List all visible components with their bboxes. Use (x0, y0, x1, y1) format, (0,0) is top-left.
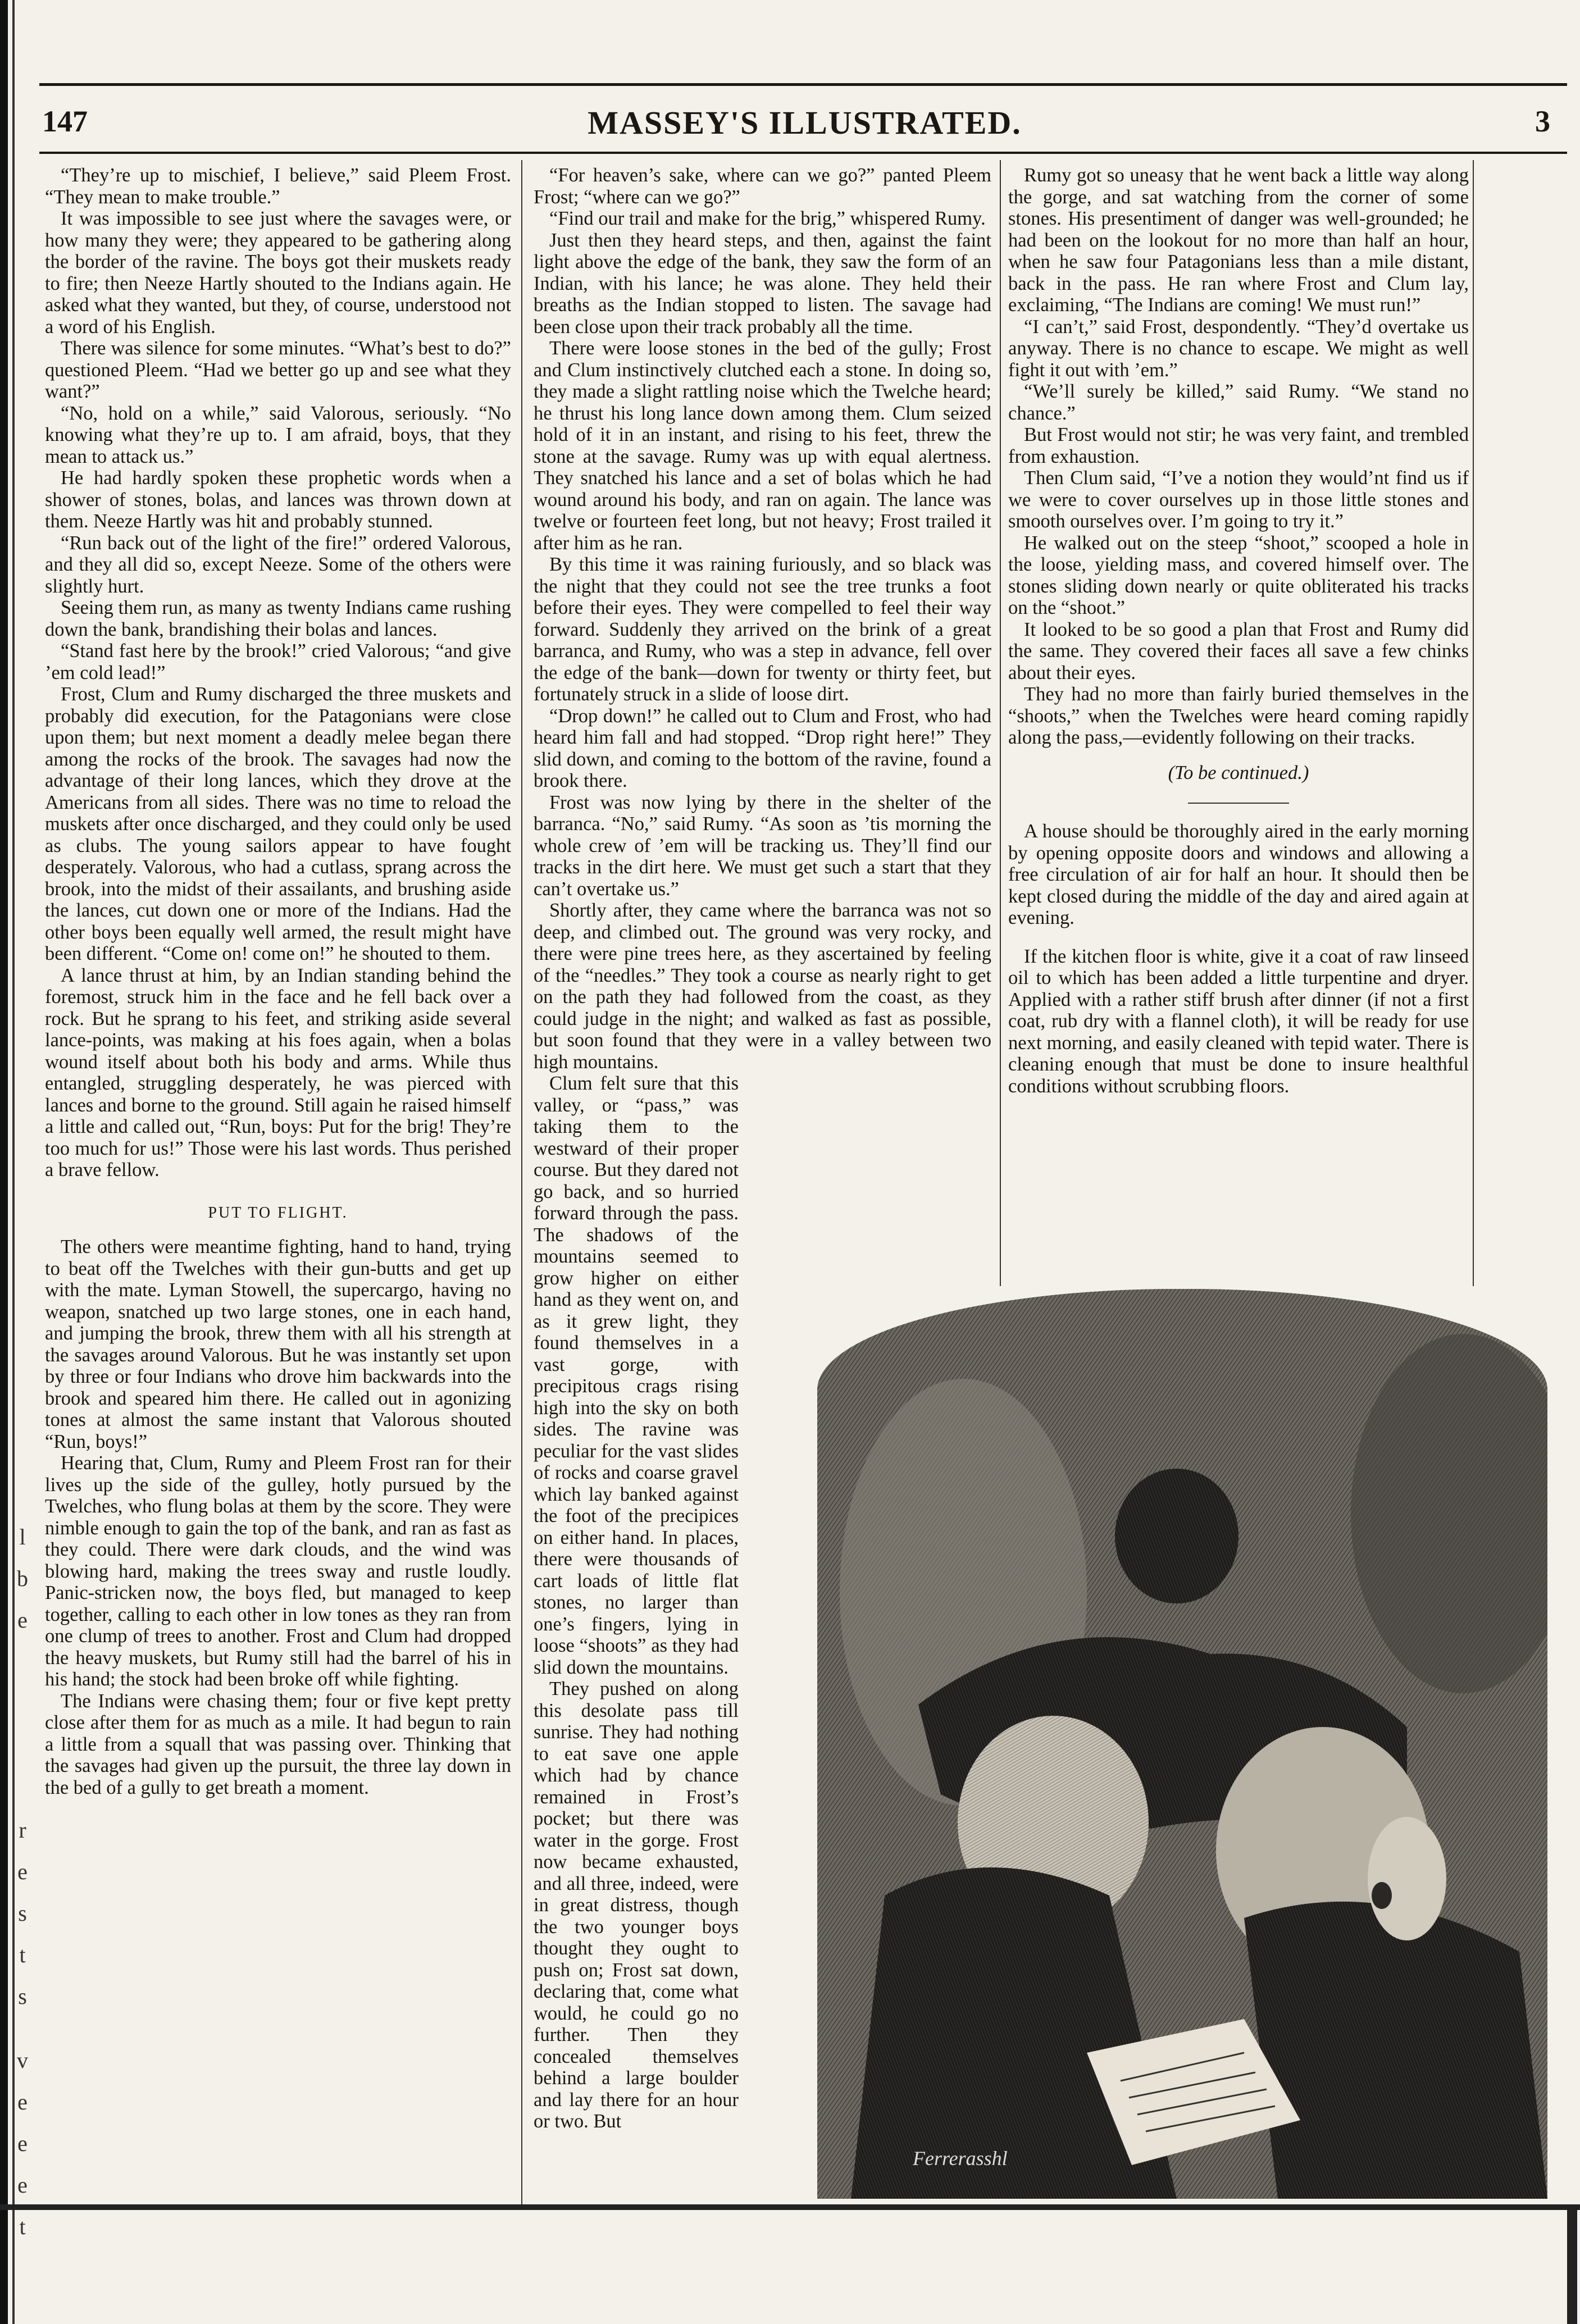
page-header (42, 104, 1567, 149)
top-rule (39, 83, 1567, 86)
paragraph: “No, hold on a while,” said Valorous, seriously. “No knowing what they’re up to. I am afraid, boys, that they mean to attack us.” (45, 402, 511, 467)
paragraph: If the kitchen floor is white, give it a coat of raw linseed oil to which has been added a little turpentine and dryer. Applied with a rather stiff brush after dinner (if not a first coat, rub dry with a flannel cloth), it will be ready for use next morning, and easily cleaned with tepid water. There is cleaning enough that must be done to insure healthful conditions without scrubbing floors. (1008, 945, 1469, 1097)
paragraph: “Stand fast here by the brook!” cried Valorous; “and give ’em cold lead!” (45, 640, 511, 683)
paragraph: There was silence for some minutes. “What’s best to do?” questioned Pleem. “Had we better go up and see what they want?” (45, 338, 511, 402)
paragraph: Frost, Clum and Rumy discharged the three muskets and probably did execution, for the Patagonians were close upon them; but next moment a deadly melee began there among the rocks of the brook. The savages had now the advantage of their long lances, which they drove at the Americans from all sides. There was no time to reload the muskets after once discharged, and they could only be used as clubs. The young sailors appear to have fought desperately. Valorous, who had a cutlass, sprang across the brook, into the midst of their assailants, and brushing aside the lances, cut down one or more of the Indians. Had the other boys been equally well armed, the result might have been different. “Come on! come on!” he shouted to them. (45, 683, 511, 964)
paragraph: He had hardly spoken these prophetic words when a shower of stones, bolas, and lances was thrown down at them. Neeze Hartly was hit and probably stunned. (45, 467, 511, 532)
paragraph: Clum felt sure that this valley, or “pass,” was taking them to the westward of their proper course. But they dared not go back, and so hurried forward through the pass. The shadows of the mountains seemed to grow higher on either hand as they went on, and as it grew light, they found themselves in a vast gorge, with precipitous crags rising high into the sky on both sides. The ravine was peculiar for the vast slides of rocks and coarse gravel which lay banked against the foot of the precipices on either hand. In places, there were thousands of cart loads of little flat stones, no larger than one’s fingers, lying in loose “shoots” as they had slid down the mountains. (534, 1073, 739, 1678)
left-binding-edge (0, 0, 8, 2324)
folio-number: 3 (1535, 104, 1550, 138)
paragraph: “Find our trail and make for the brig,” whispered Rumy. (549, 208, 986, 229)
column-divider-2 (1000, 160, 1001, 1286)
right-border (1473, 160, 1474, 1286)
left-binding-line (12, 0, 15, 2324)
paragraph: “Run back out of the light of the fire!” ordered Valorous, and they all did so, except Neeze. Some of the others were slightly hurt. (45, 532, 511, 597)
paragraph: “They’re up to mischief, I believe,” said Pleem Frost. “They mean to make trouble.” (45, 165, 511, 208)
section-rule (1188, 803, 1289, 804)
paragraph: It looked to be so good a plan that Frost and Rumy did the same. They covered their faces all save a few chinks about their eyes. (1008, 618, 1469, 683)
column-divider-1 (521, 160, 522, 2204)
paragraph: Just then they heard steps, and then, against the faint light above the edge of the bank, they saw the form of an Indian, with his lance; he was alone. They held their breaths as the Indian stopped to listen. The savage had been close upon their track probably all the time. (534, 229, 991, 338)
page-number: 147 (42, 104, 88, 138)
margin-fragments: l b e r e s t s v e e e t (17, 1524, 28, 2239)
paragraph: It was impossible to see just where the savages were, or how many they were; they appeared to be gathering along the border of the ravine. The boys got their muskets ready to fire; then Neeze Hartly shouted to the Indians again. He asked what they wanted, but they, of course, understood not a word of his English. (45, 208, 511, 338)
illustration (817, 1289, 1547, 2199)
paragraph: The Indians were chasing them; four or five kept pretty close after them for as much as a mile. It had begun to rain a little from a squall that was passing over. Thinking that the savages had given up the pursuit, the three lay down in the bed of a gully to get breath a moment. (45, 1690, 511, 1798)
paragraph: They pushed on along this desolate pass till sunrise. They had nothing to eat save one apple which had by chance remained in Frost’s pocket; but there was water in the gorge. Frost now became exhausted, and all three, indeed, were in great distress, though the two younger boys thought they ought to push on; Frost sat down, declaring that, come what would, he could go no further. Then they concealed themselves behind a large boulder and lay there for an hour or two. But (534, 1678, 739, 2132)
paragraph: Hearing that, Clum, Rumy and Pleem Frost ran for their lives up the side of the gulley, hotly pursued by the Twelches, who flung bolas at them by the score. They were nimble enough to gain the top of the bank, and ran as fast as they could. There were dark clouds, and the wind was blowing hard, making the trees sway and rustle loudly. Panic-stricken now, the boys fled, but managed to keep together, calling to each other in low tones as they ran from one clump of trees to another. Frost and Clum had dropped the heavy muskets, but Rumy still had the barrel of his in his hand; the stock had been broke off while fighting. (45, 1452, 511, 1690)
boys-studying-engraving-icon (817, 1289, 1547, 2199)
paragraph: Seeing them run, as many as twenty Indians came rushing down the bank, brandishing their bolas and lances. (45, 597, 511, 640)
paragraph: Shortly after, they came where the barranca was not so deep, and climbed out. The ground was very rocky, and there were pine trees here, as they ascertained by feeling of the “needles.” They took a course as nearly right to get on the path they had followed from the coast, as they could judge in the night; and walked as fast as possible, but soon found that they were in a valley between two high mountains. (534, 900, 991, 1073)
publication-title: MASSEY'S ILLUSTRATED. (588, 104, 1022, 141)
header-rule (39, 152, 1567, 154)
paragraph: “Drop down!” he called out to Clum and Frost, who had heard him fall and had stopped. “Drop right here!” They slid down, and coming to the bottom of the ravine, found a brook there. (534, 705, 991, 791)
bottom-right-border (1567, 2204, 1577, 2324)
column-3 (1008, 165, 1469, 1097)
paragraph: They had no more than fairly buried themselves in the “shoots,” when the Twelches were heard coming rapidly along the pass,—evidently following on their tracks. (1008, 683, 1469, 748)
paragraph: By this time it was raining furiously, and so black was the night that they could not see the tree trunks a foot before their eyes. They were compelled to feel their way forward. Suddenly they arrived on the brink of a great barranca, and Rumy, who was a step in advance, fell over the edge of the bank—down for twenty or thirty feet, but fortunately struck in a slide of loose dirt. (534, 554, 991, 705)
paragraph: But Frost would not stir; he was very faint, and trembled from exhaustion. (1008, 424, 1469, 467)
bottom-border (0, 2204, 1580, 2210)
paragraph: Rumy got so uneasy that he went back a little way along the gorge, and sat watching from the corner of some stones. His presentiment of danger was well-grounded; he had been on the lookout for no more than half an hour, when he saw four Patagonians less than a mile distant, back in the pass. He ran where Frost and Clum lay, exclaiming, “The Indians are coming! We must run!” (1008, 165, 1469, 316)
paragraph: “For heaven’s sake, where can we go?” panted Pleem Frost; “where can we go?” (534, 165, 991, 208)
paragraph: “We’ll surely be killed,” said Rumy. “We stand no chance.” (1008, 381, 1469, 424)
to-be-continued: (To be continued.) (1168, 762, 1309, 783)
paragraph: Then Clum said, “I’ve a notion they would’nt find us if we were to cover ourselves up in those little stones and smooth ourselves over. I’m going to try it.” (1008, 467, 1469, 532)
paragraph: A lance thrust at him, by an Indian standing behind the foremost, struck him in the face and he fell back over a rock. But he sprang to his feet, and striking aside several lance-points, was making at his foes again, when a bolas wound itself about both his body and arms. While thus entangled, struggling desperately, he was pierced with lances and borne to the ground. Still again he raised himself a little and called out, “Run, boys: Put for the brig! They’re too much for us!” Those were his last words. Thus perished a brave fellow. (45, 964, 511, 1181)
paragraph: The others were meantime fighting, hand to hand, trying to beat off the Twelches with their gun-butts and get up with the mate. Lyman Stowell, the supercargo, having no weapon, snatched up two large stones, one in each hand, and jumping the brook, threw them with all his strength at the savages around Valorous. But he was instantly set upon by three or four Indians who drove him backwards into the brook and speared him there. He called out in agonizing tones at almost the same instant that Valorous shouted “Run, boys!” (45, 1236, 511, 1452)
paragraph: He walked out on the steep “shoot,” scooped a hole in the loose, yielding mass, and covered himself over. The stones sliding down nearly or quite obliterated his tracks on the “shoot.” (1008, 532, 1469, 618)
engraver-signature: Ferrerasshl (913, 2147, 1008, 2170)
paragraph: “I can’t,” said Frost, despondently. “They’d overtake us anyway. There is no chance to escape. We might as well fight it out with ’em.” (1008, 316, 1469, 381)
paragraph: Frost was now lying by there in the shelter of the barranca. “No,” said Rumy. “As soon as ’tis morning the whole crew of ’em will be tracking us. They’ll find our tracks in the dirt here. We must get such a start that they can’t overtake us.” (534, 791, 991, 900)
column-1 (45, 165, 511, 1798)
section-heading: PUT TO FLIGHT. (208, 1204, 348, 1222)
paragraph: A house should be thoroughly aired in the early morning by opening opposite doors and windows and allowing a free circulation of air for half an hour. It should then be kept closed during the middle of the day and aired again at evening. (1008, 821, 1469, 928)
paragraph: There were loose stones in the bed of the gully; Frost and Clum instinctively clutched each a stone. In doing so, they made a slight rattling noise which the Twelche heard; he thrust his long lance down among them. Clum seized hold of it in an instant, and rising to his feet, threw the stone at the savage. Rumy was up with equal alertness. They snatched his lance and a set of bolas which he had wound around his body, and ran on again. The lance was twelve or fourteen feet long, but not heavy; Frost trailed it after him as he ran. (534, 338, 991, 554)
